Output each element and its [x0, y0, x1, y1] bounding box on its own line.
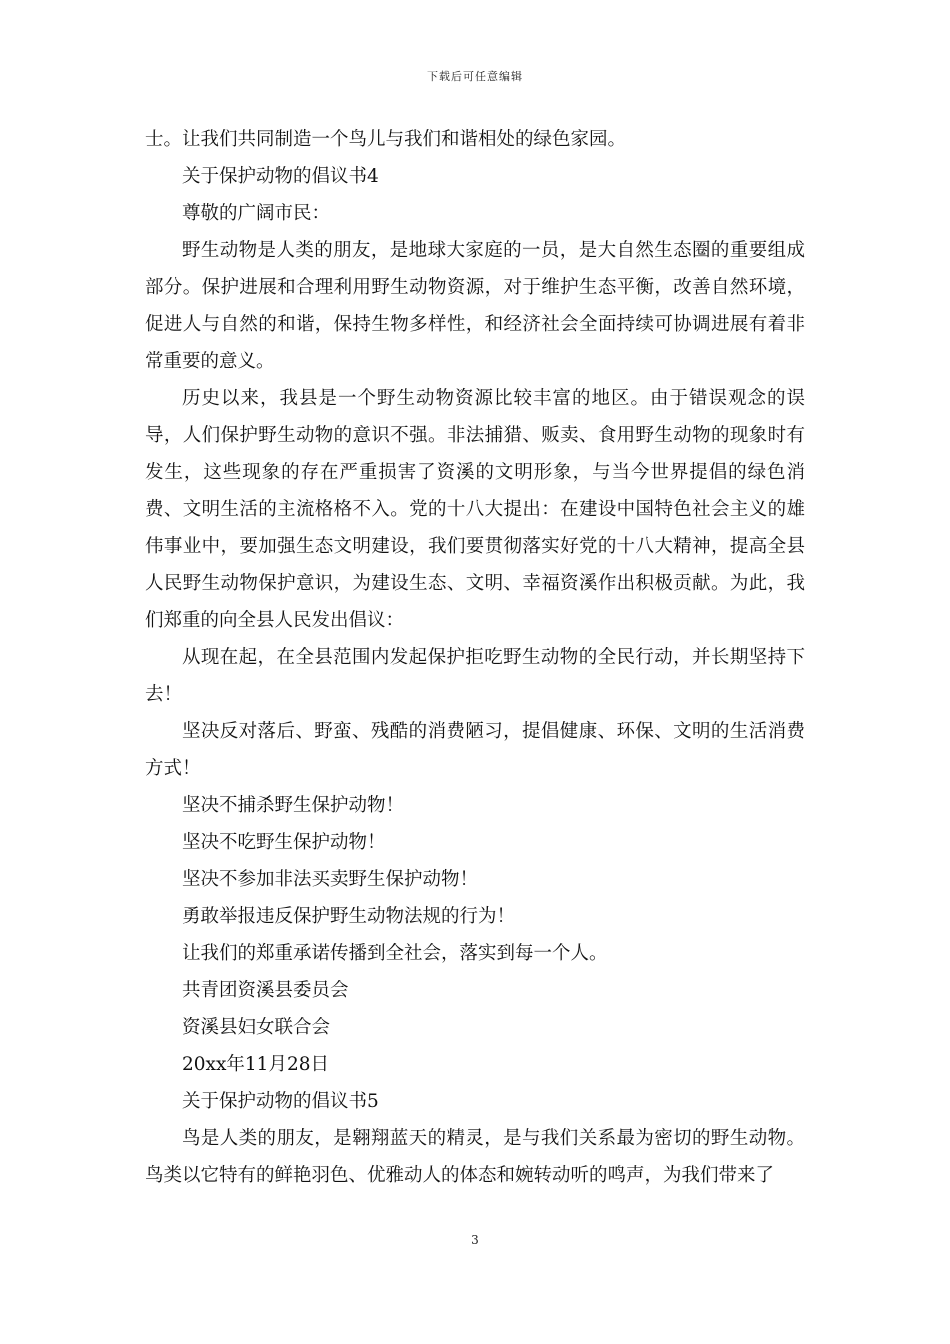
paragraph-county-history: 历史以来，我县是一个野生动物资源比较丰富的地区。由于错误观念的误导，人们保护野生动物的意识不强。非法捕猎、贩卖、食用野生动物的现象时有发生，这些现象的存在严重损害了资溪的文明形象，与当今世界提倡的绿色消费、文明生活的主流格格不入。党的十八大提出：在建设中国特色社会主义的雄伟事业中，要加强生态文明建设，我们要贯彻落实好党的十八大精神，提高全县人民野生动物保护意识，为建设生态、文明、幸福资溪作出积极贡献。为此，我们郑重的向全县人民发出倡议：: [145, 388, 805, 631]
proposal-item-1: 从现在起，在全县范围内发起保护拒吃野生动物的全民行动，并长期坚持下去！: [145, 647, 805, 705]
section-title-4: 关于保护动物的倡议书4: [182, 166, 379, 187]
proposal-item-2: 坚决反对落后、野蛮、残酷的消费陋习，提倡健康、环保、文明的生活消费方式！: [145, 721, 805, 779]
proposal-item-6: 勇敢举报违反保护野生动物法规的行为！: [182, 906, 516, 927]
paragraph-continuation: 士。让我们共同制造一个鸟儿与我们和谐相处的绿色家园。: [145, 129, 627, 150]
document-body: [145, 121, 805, 1194]
signature-date: 20xx年11月28日: [182, 1054, 329, 1075]
signature-org-1: 共青团资溪县委员会: [182, 980, 349, 1001]
proposal-item-4: 坚决不吃野生保护动物！: [182, 832, 386, 853]
section-title-5: 关于保护动物的倡议书5: [182, 1091, 379, 1112]
paragraph-wildlife-importance: 野生动物是人类的朋友，是地球大家庭的一员，是大自然生态圈的重要组成部分。保护进展和合理利用野生动物资源，对于维护生态平衡，改善自然环境，促进人与自然的和谐，保持生物多样性，和经济社会全面持续可协调进展有着非常重要的意义。: [145, 240, 805, 372]
paragraph-birds: 鸟是人类的朋友，是翱翔蓝天的精灵，是与我们关系最为密切的野生动物。鸟类以它特有的鲜艳羽色、优雅动人的体态和婉转动听的鸣声，为我们带来了: [145, 1128, 805, 1186]
proposal-item-3: 坚决不捕杀野生保护动物！: [182, 795, 405, 816]
salutation: 尊敬的广阔市民：: [182, 203, 331, 224]
page-number: 3: [471, 1233, 479, 1247]
proposal-item-5: 坚决不参加非法买卖野生保护动物！: [182, 869, 479, 890]
page-header: 下载后可任意编辑: [427, 70, 523, 83]
closing-statement: 让我们的郑重承诺传播到全社会，落实到每一个人。: [182, 943, 608, 964]
signature-org-2: 资溪县妇女联合会: [182, 1017, 331, 1038]
